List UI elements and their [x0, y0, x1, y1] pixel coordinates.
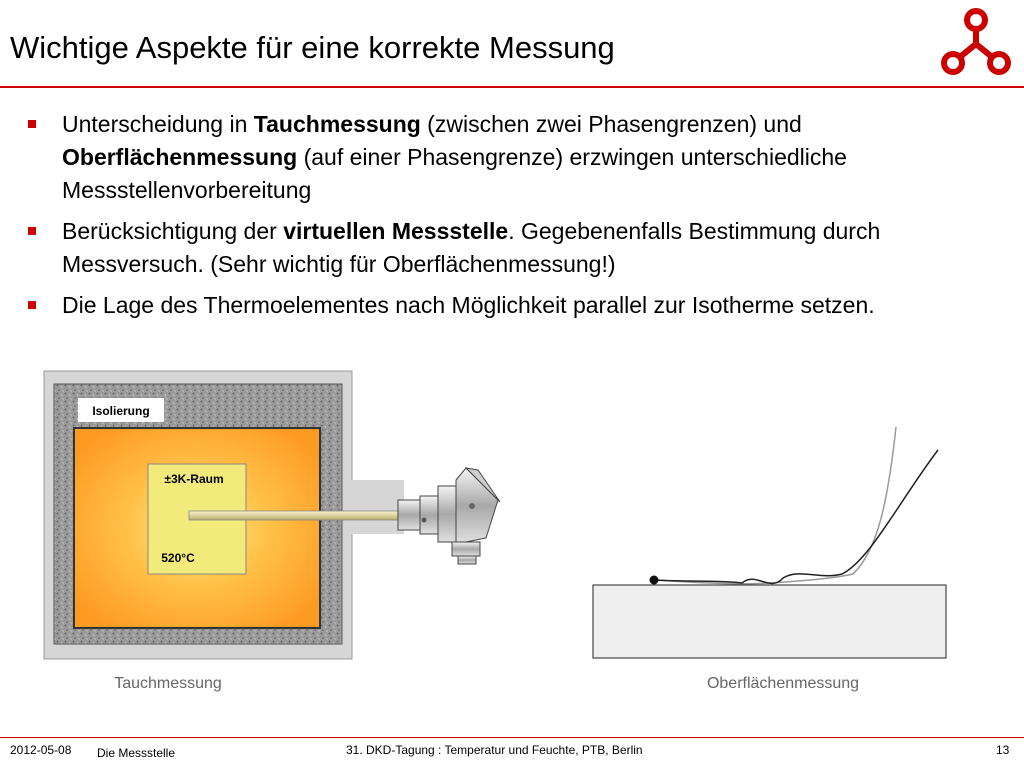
footer-section: Die Messstelle — [97, 746, 176, 760]
square-bullet-icon — [28, 301, 36, 309]
bullet-text: (zwischen zwei Phasengrenzen) und — [420, 111, 802, 137]
bullet-bold-text: Tauchmessung — [253, 111, 421, 137]
insulation-label: Isolierung — [92, 404, 150, 418]
square-bullet-icon — [28, 227, 36, 235]
bullet-text: Unterscheidung in — [62, 111, 254, 137]
zone-label: ±3K-Raum — [164, 472, 224, 486]
bullet-item — [28, 108, 1008, 207]
bullet-text: Berücksichtigung der — [62, 218, 284, 244]
right-caption: Oberflächenmessung — [706, 675, 860, 692]
title-divider — [0, 86, 1024, 88]
bullet-text: (auf einer Phasengrenze) erzwingen unterschiedliche Messstellenvorbereitung — [62, 144, 847, 203]
bullet-list — [28, 108, 1008, 330]
measurement-diagram — [0, 360, 1024, 700]
bullet-item — [28, 289, 1008, 322]
slide-title: Wichtige Aspekte für eine korrekte Messung — [10, 30, 615, 65]
ptb-trefoil-logo-icon — [936, 4, 1016, 80]
footer-event: 31. DKD-Tagung : Temperatur und Feuchte, PTB, Berlin — [346, 743, 643, 757]
left-caption: Tauchmessung — [114, 675, 222, 692]
bullet-bold-text: Oberflächenmessung — [62, 144, 298, 170]
thermocouple-head-drawing — [398, 468, 500, 564]
bullet-item — [28, 215, 1008, 281]
bullet-bold-text: virtuellen Messstelle — [283, 218, 509, 244]
bullet-text: . Gegebenenfalls Bestimmung durch Messversuch. (Sehr wichtig für Oberflächenmessung!) — [62, 218, 881, 277]
footer-date: 2012-05-08 — [10, 743, 72, 757]
surface-drawing — [593, 427, 946, 658]
footer-page-number: 13 — [996, 743, 1010, 757]
bullet-text: Die Lage des Thermoelementes nach Möglichkeit parallel zur Isotherme setzen. — [62, 292, 875, 318]
temperature-label: 520°C — [161, 551, 195, 565]
footer-divider — [0, 737, 1024, 738]
square-bullet-icon — [28, 120, 36, 128]
